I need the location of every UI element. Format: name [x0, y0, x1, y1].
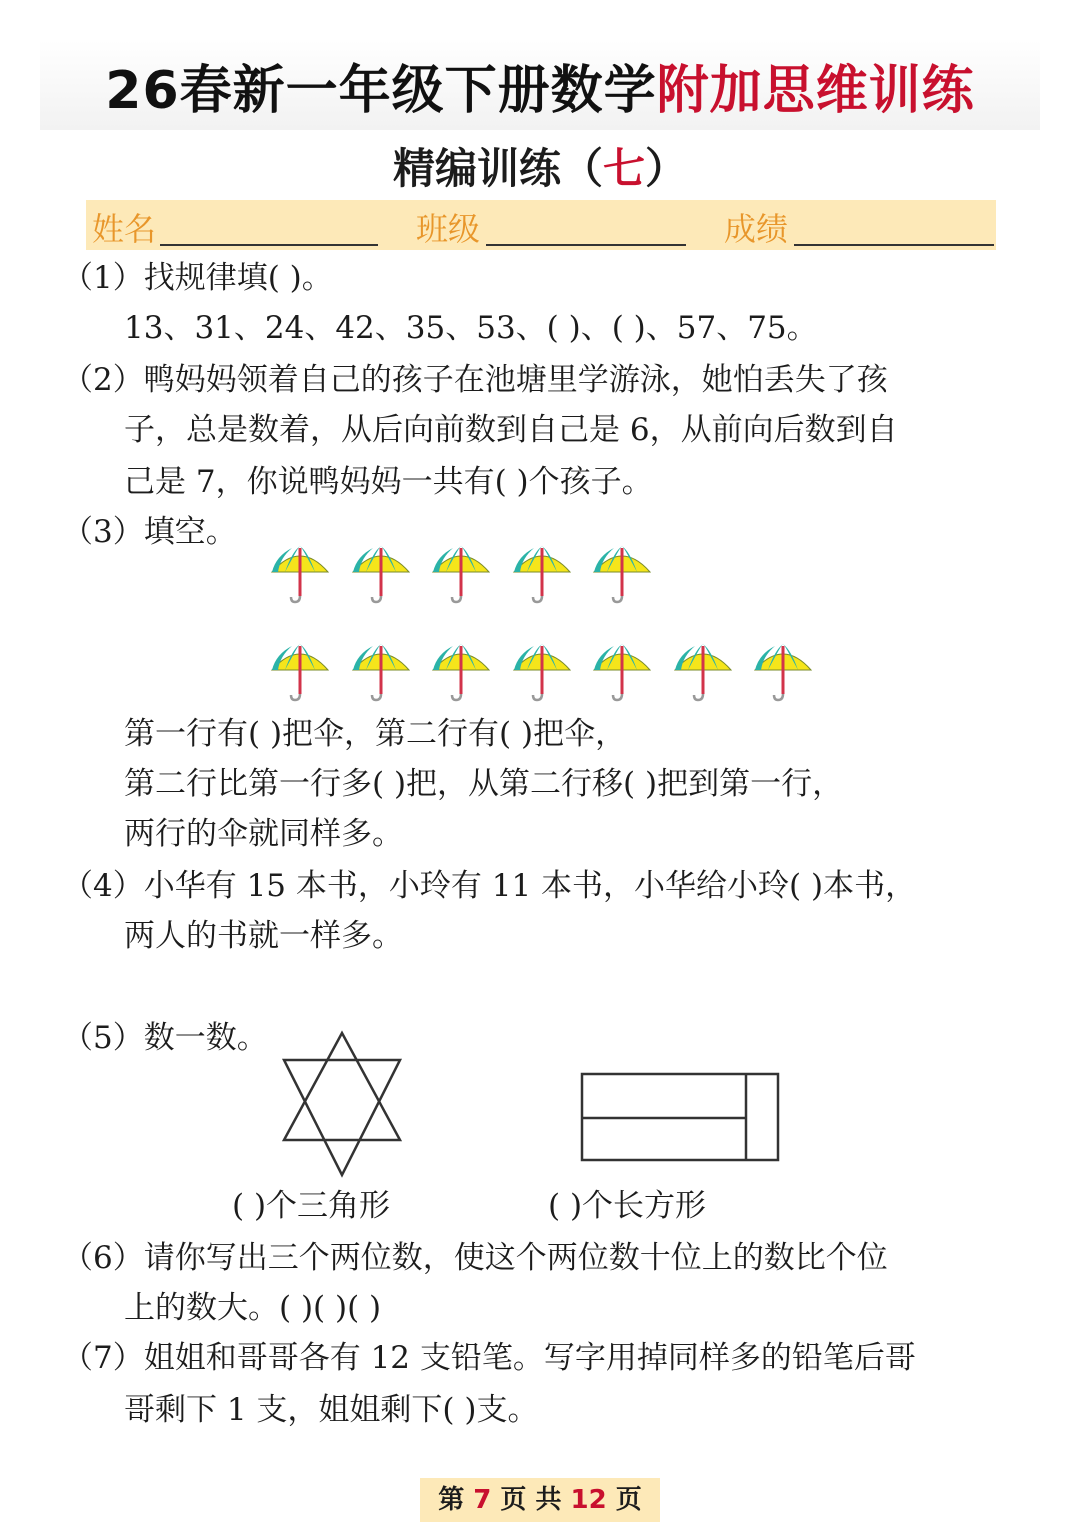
subtitle-prefix: 精编训练（ [392, 144, 603, 193]
footer-middle: 页 共 [491, 1485, 571, 1515]
umbrella-icon [268, 640, 332, 704]
page-number [420, 1478, 660, 1522]
q3-text-3: 第二行比第一行多( )把，从第二行移( )把到第一行， [124, 766, 844, 802]
q2-text-2: 子，总是数着，从后向前数到自己是 6，从前向后数到自 [124, 412, 898, 448]
q5-text: （5）数一数。 [62, 1020, 268, 1056]
name-field[interactable] [160, 244, 378, 246]
subtitle [0, 136, 1080, 196]
total-pages: 12 [570, 1485, 607, 1515]
umbrella-icon [671, 640, 735, 704]
rectangle-answer: ( )个长方形 [548, 1188, 707, 1224]
q3-text: （3）填空。 [62, 514, 237, 550]
class-label: 班级 [416, 210, 481, 248]
current-page: 7 [473, 1485, 492, 1515]
class-field[interactable] [486, 244, 686, 246]
score-label: 成绩 [724, 210, 789, 248]
umbrella-icon [429, 640, 493, 704]
q6-text-1: （6）请你写出三个两位数，使这个两位数十位上的数比个位 [62, 1240, 888, 1276]
q7-text-2: 哥剩下 1 支，姐姐剩下( )支。 [124, 1392, 539, 1428]
score-field[interactable] [794, 244, 994, 246]
page-title [40, 40, 1040, 130]
name-label: 姓名 [92, 210, 157, 248]
title-main: 26春新一年级下册数学 [105, 60, 657, 121]
q1-text: （1）找规律填( )。 [62, 260, 333, 296]
footer-suffix: 页 [606, 1485, 642, 1515]
footer-prefix: 第 [438, 1485, 474, 1515]
q3-text-2: 第一行有( )把伞，第二行有( )把伞， [124, 716, 627, 752]
title-highlight: 附加思维训练 [656, 60, 975, 121]
umbrella-icon [590, 542, 654, 606]
triangle-answer: ( )个三角形 [232, 1188, 391, 1224]
umbrella-icon [268, 542, 332, 606]
umbrella-icon [590, 640, 654, 704]
q6-text-2: 上的数大。( )( )( ) [124, 1290, 382, 1326]
q7-text-1: （7）姐姐和哥哥各有 12 支铅笔。写字用掉同样多的铅笔后哥 [62, 1340, 916, 1376]
umbrella-icon [510, 640, 574, 704]
q3-text-4: 两行的伞就同样多。 [124, 816, 403, 852]
umbrella-icon [510, 542, 574, 606]
umbrella-icon [751, 640, 815, 704]
hexagram-figure [280, 1030, 404, 1178]
subtitle-suffix: ） [645, 144, 688, 193]
umbrella-icon [349, 640, 413, 704]
q2-text-1: （2）鸭妈妈领着自己的孩子在池塘里学游泳，她怕丢失了孩 [62, 362, 888, 398]
info-band [86, 200, 996, 250]
subtitle-number: 七 [602, 144, 645, 193]
umbrella-icon [429, 542, 493, 606]
q4-text-1: （4）小华有 15 本书，小玲有 11 本书，小华给小玲( )本书， [62, 868, 917, 904]
q1-sequence: 13、31、24、42、35、53、( )、( )、57、75。 [124, 310, 818, 346]
q4-text-2: 两人的书就一样多。 [124, 918, 403, 954]
rectangles-figure [580, 1072, 782, 1164]
umbrella-icon [349, 542, 413, 606]
q2-text-3: 己是 7，你说鸭妈妈一共有( )个孩子。 [124, 464, 653, 500]
